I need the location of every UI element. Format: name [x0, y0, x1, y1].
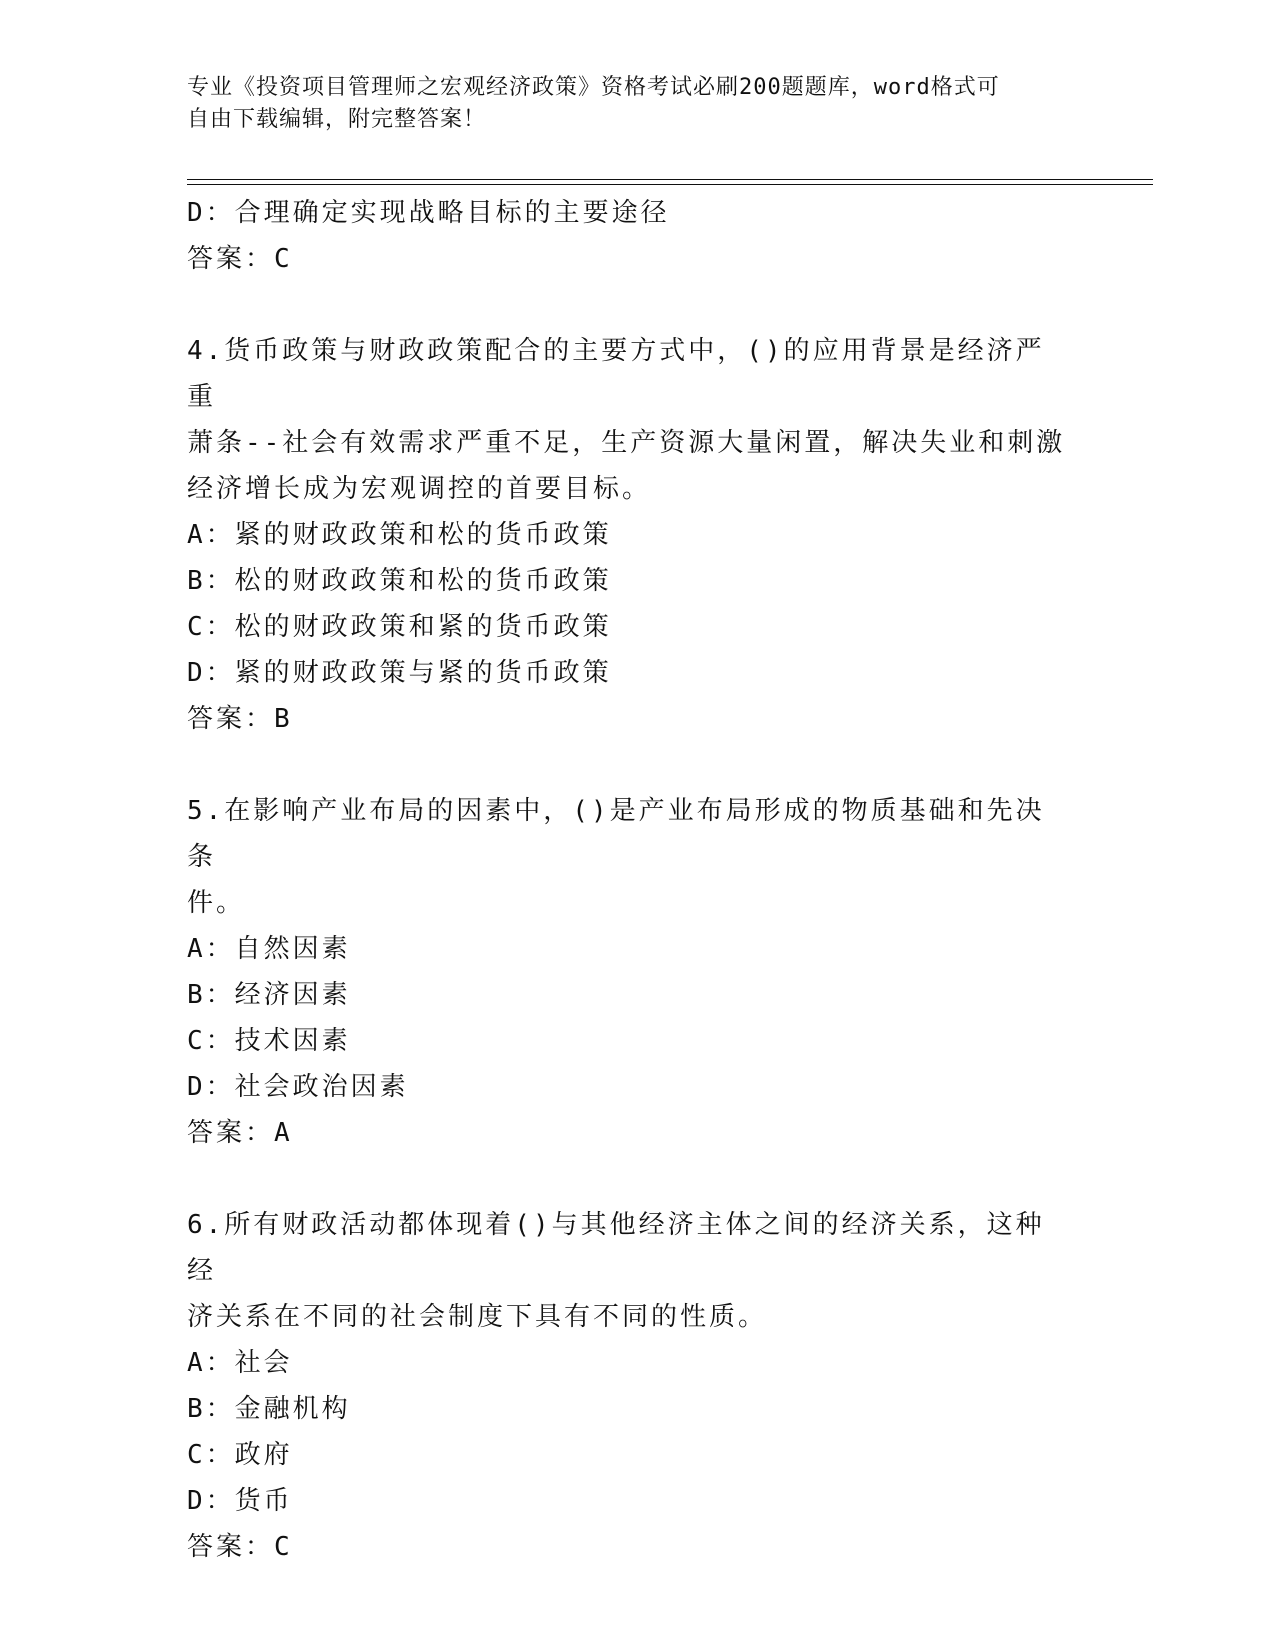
option-c: C：政府 — [187, 1440, 293, 1470]
header-line-1: 专业《投资项目管理师之宏观经济政策》资格考试必刷200题题库，word格式可 — [187, 75, 1000, 100]
answer: 答案：A — [187, 1118, 293, 1148]
option-a: A：社会 — [187, 1348, 293, 1378]
question-text-line: 6.所有财政活动都体现着()与其他经济主体之间的经济关系，这种经 — [187, 1210, 1045, 1286]
header-rule-top — [187, 179, 1153, 180]
option-b: B：松的财政政策和松的货币政策 — [187, 566, 612, 596]
question-4 — [187, 328, 1067, 742]
question-6 — [187, 1202, 1067, 1570]
document-header — [187, 72, 1067, 136]
answer: 答案：C — [187, 1532, 293, 1562]
spacer — [187, 282, 1067, 328]
option-a: A：自然因素 — [187, 934, 351, 964]
header-rule-bottom — [187, 184, 1153, 185]
header-line-2: 自由下载编辑，附完整答案！ — [187, 107, 487, 132]
option-c: C：松的财政政策和紧的货币政策 — [187, 612, 612, 642]
option-d: D：合理确定实现战略目标的主要途径 — [187, 198, 670, 228]
answer: 答案：C — [187, 244, 293, 274]
question-5 — [187, 788, 1067, 1156]
question-text-line: 5.在影响产业布局的因素中，()是产业布局形成的物质基础和先决条 — [187, 796, 1045, 872]
spacer — [187, 742, 1067, 788]
option-b: B：金融机构 — [187, 1394, 351, 1424]
option-d: D：紧的财政政策与紧的货币政策 — [187, 658, 612, 688]
answer: 答案：B — [187, 704, 293, 734]
question-text-line: 济关系在不同的社会制度下具有不同的性质。 — [187, 1302, 768, 1332]
option-c: C：技术因素 — [187, 1026, 351, 1056]
question-text-line: 萧条--社会有效需求严重不足，生产资源大量闲置，解决失业和刺激 — [187, 428, 1066, 458]
previous-question-tail — [187, 190, 1067, 282]
spacer — [187, 1156, 1067, 1202]
option-b: B：经济因素 — [187, 980, 351, 1010]
question-text-line: 4.货币政策与财政政策配合的主要方式中，()的应用背景是经济严重 — [187, 336, 1045, 412]
option-a: A：紧的财政政策和松的货币政策 — [187, 520, 612, 550]
document-body — [187, 190, 1067, 1570]
question-text-line: 经济增长成为宏观调控的首要目标。 — [187, 474, 652, 504]
question-text-line: 件。 — [187, 888, 246, 918]
option-d: D：货币 — [187, 1486, 293, 1516]
option-d: D：社会政治因素 — [187, 1072, 409, 1102]
